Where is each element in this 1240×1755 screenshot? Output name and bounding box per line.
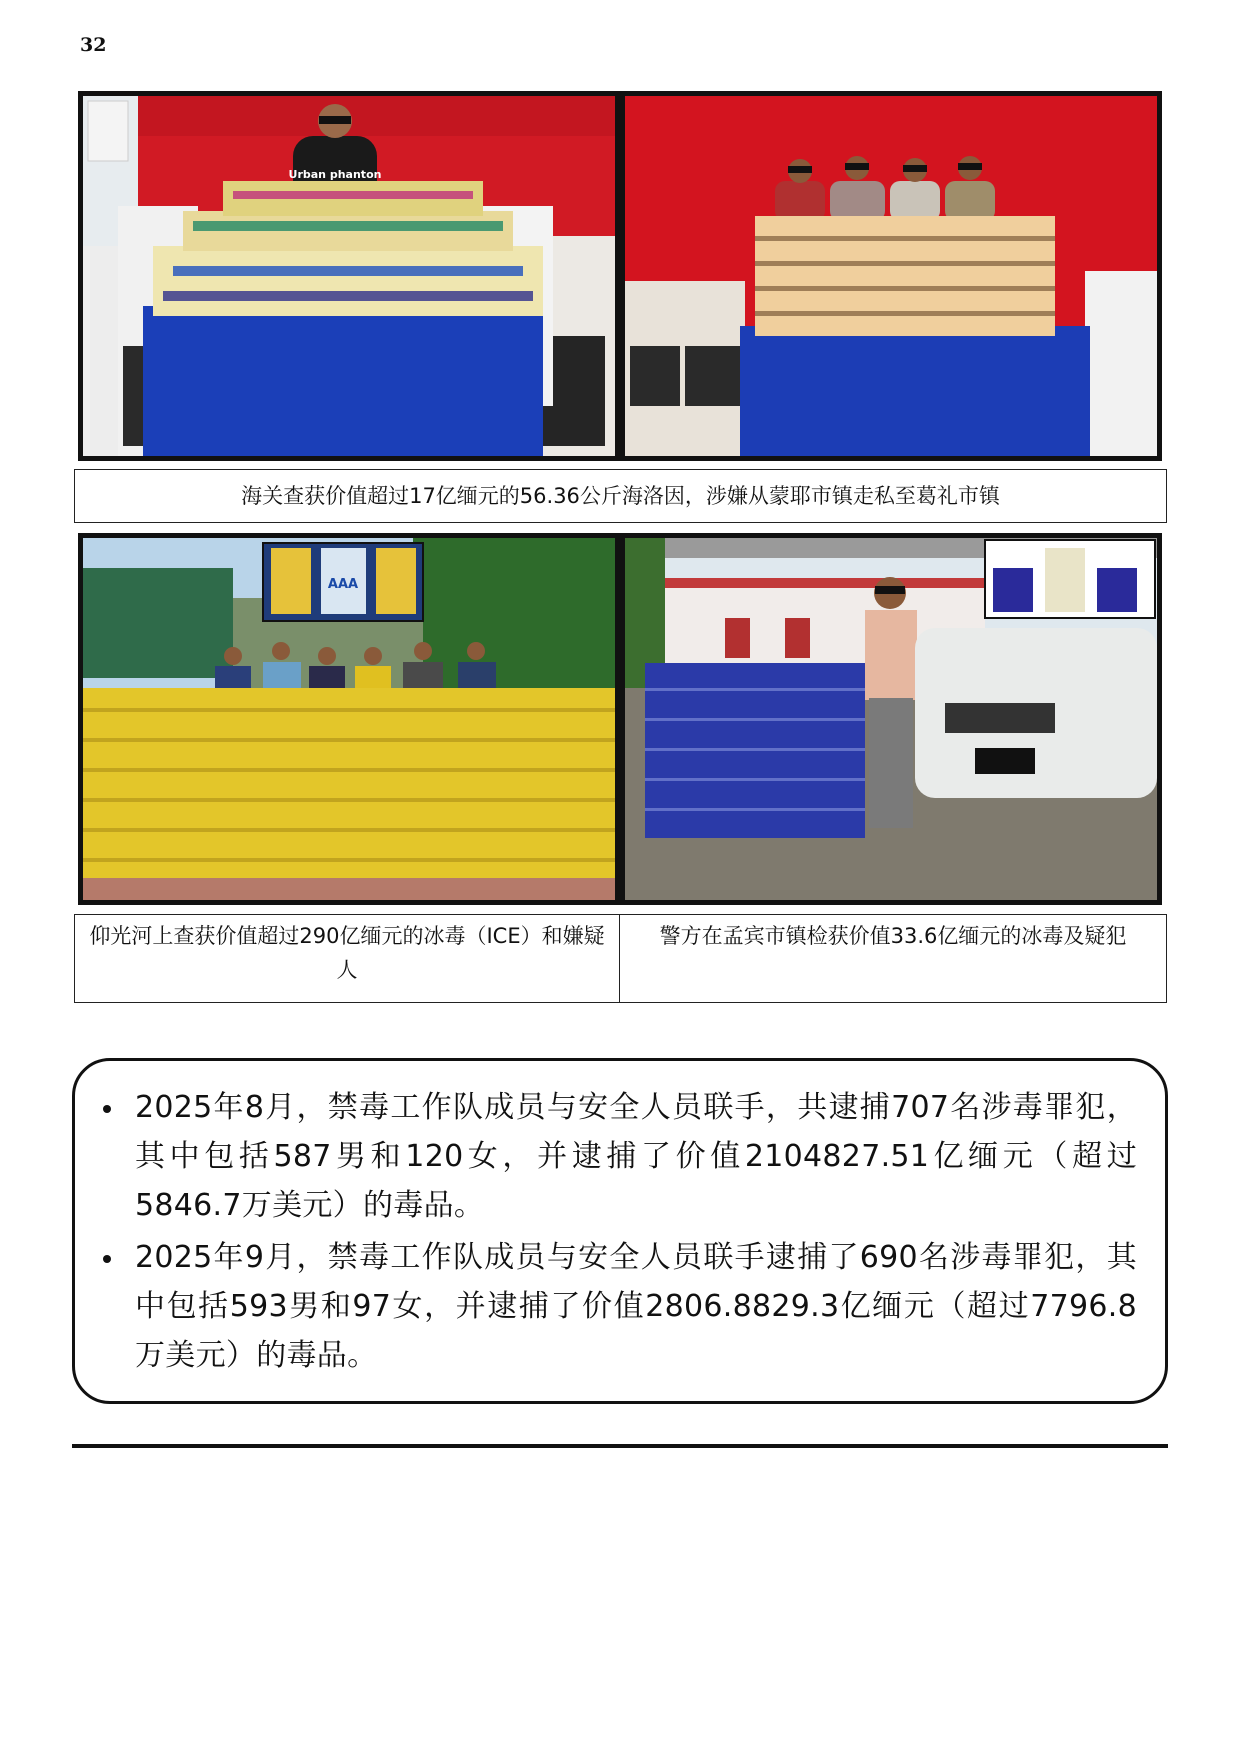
photo-yangon-river-ice — [78, 533, 620, 905]
packet-label: AAA — [327, 577, 359, 592]
summary-box — [72, 1058, 1168, 1404]
photo-heroin-seizure — [78, 91, 620, 461]
bullet-dot — [103, 1255, 111, 1263]
page-number: 32 — [80, 34, 107, 56]
summary-text-september: 2025年9月，禁毒工作队成员与安全人员联手逮捕了690名涉毒罪犯，其中包括593男和97女，并逮捕了价值2806.8829.3亿缅元（超过7796.8万美元）的毒品。 — [135, 1240, 1137, 1373]
caption-heroin-seizure: 海关查获价值超过17亿缅元的56.36公斤海洛因，涉嫌从蒙耶市镇走私至葛礼市镇 — [74, 469, 1167, 523]
photo-mong-ping-ice — [620, 533, 1162, 905]
photo-yangon-river-ice-image — [83, 538, 615, 900]
photo-heroin-suspects — [620, 91, 1162, 461]
caption-yangon-river-ice: 仰光河上查获价值超过290亿缅元的冰毒（ICE）和嫌疑人 — [74, 914, 620, 1003]
summary-item — [103, 1233, 1137, 1380]
summary-text-august: 2025年8月，禁毒工作队成员与安全人员联手，共逮捕707名涉毒罪犯，其中包括587男和120女，并逮捕了价值2104827.51亿缅元（超过5846.7万美元）的毒品。 — [135, 1090, 1137, 1223]
summary-item — [103, 1083, 1137, 1230]
photo-heroin-seizure-image — [83, 96, 615, 456]
bullet-dot — [103, 1105, 111, 1113]
photo-heroin-suspects-image — [625, 96, 1157, 456]
caption-mong-ping-ice: 警方在孟宾市镇检获价值33.6亿缅元的冰毒及疑犯 — [619, 914, 1167, 1003]
photo-mong-ping-ice-image — [625, 538, 1157, 900]
shirt-text: Urban phanton — [288, 168, 382, 181]
horizontal-rule — [72, 1444, 1168, 1448]
summary-list — [103, 1083, 1137, 1380]
